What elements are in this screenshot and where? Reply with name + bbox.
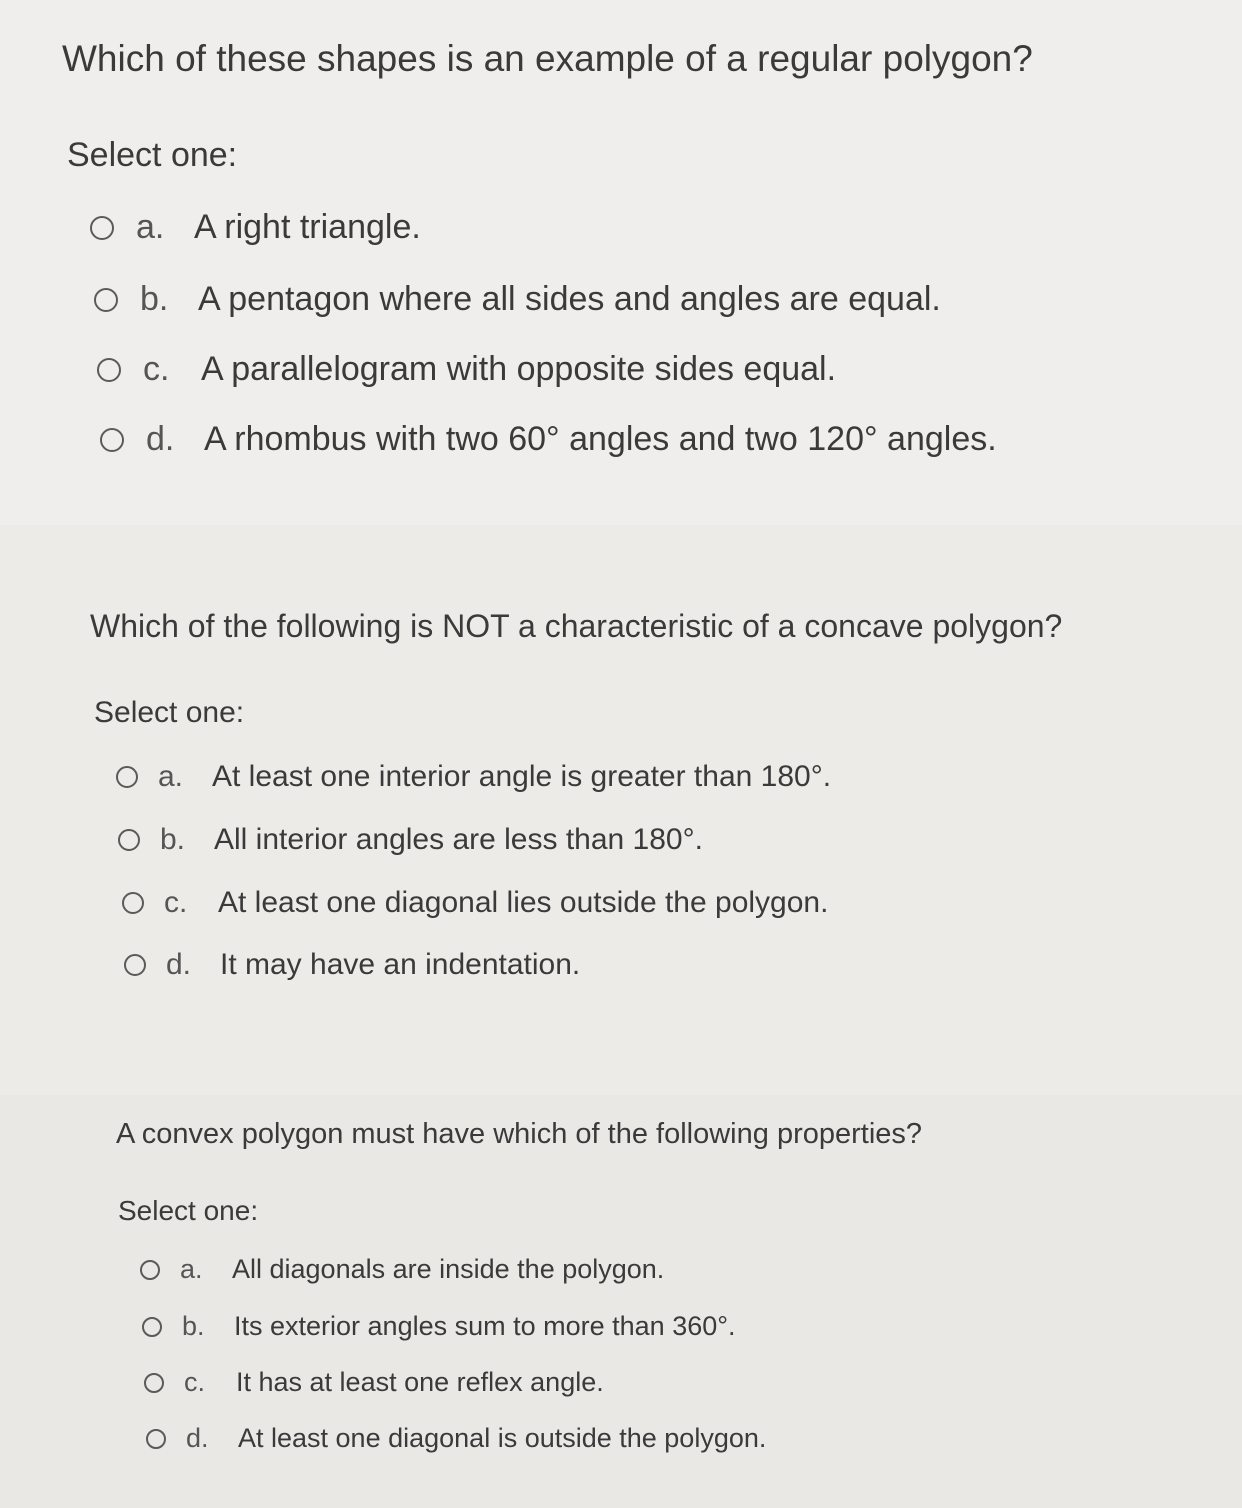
question-1-option-c[interactable] — [97, 350, 836, 389]
option-letter: c. — [164, 886, 188, 919]
option-text: It may have an indentation. — [220, 948, 581, 981]
question-3-prompt: A convex polygon must have which of the following properties? — [116, 1118, 923, 1150]
question-3-select-label: Select one: — [118, 1195, 259, 1226]
option-letter: b. — [182, 1311, 205, 1341]
option-letter: a. — [136, 208, 165, 246]
option-text: A parallelogram with opposite sides equal. — [201, 350, 837, 388]
question-3-option-b[interactable] — [142, 1311, 736, 1342]
radio-button[interactable] — [116, 766, 138, 788]
option-letter: c. — [184, 1367, 206, 1397]
option-text: All interior angles are less than 180°. — [214, 823, 703, 856]
radio-button[interactable] — [124, 954, 146, 976]
option-letter: d. — [166, 948, 192, 981]
radio-button[interactable] — [122, 892, 144, 914]
radio-button[interactable] — [97, 358, 121, 382]
option-letter: a. — [158, 760, 184, 793]
option-letter: b. — [160, 823, 186, 856]
option-text: Its exterior angles sum to more than 360°. — [234, 1311, 736, 1341]
question-2-option-d[interactable] — [124, 948, 580, 982]
question-3-option-d[interactable] — [146, 1423, 766, 1454]
question-2-option-b[interactable] — [118, 823, 703, 857]
radio-button[interactable] — [142, 1317, 162, 1337]
option-letter: d. — [146, 420, 175, 458]
question-1-select-label: Select one: — [67, 136, 238, 174]
option-letter: a. — [180, 1254, 203, 1284]
option-letter: c. — [143, 350, 170, 388]
option-text: At least one interior angle is greater than 180°. — [212, 760, 832, 793]
option-letter: b. — [140, 280, 169, 318]
question-3-option-c[interactable] — [144, 1367, 604, 1398]
option-text: At least one diagonal is outside the polygon. — [238, 1423, 767, 1453]
option-text: A pentagon where all sides and angles are equal. — [198, 280, 941, 318]
radio-button[interactable] — [118, 829, 140, 851]
question-1-prompt: Which of these shapes is an example of a regular polygon? — [62, 38, 1033, 79]
option-text: It has at least one reflex angle. — [236, 1367, 604, 1397]
question-2-select-label: Select one: — [94, 696, 245, 729]
option-text: A right triangle. — [194, 208, 421, 246]
question-3-option-a[interactable] — [140, 1254, 664, 1285]
option-text: At least one diagonal lies outside the polygon. — [218, 886, 829, 919]
question-2-option-a[interactable] — [116, 760, 831, 794]
option-text: A rhombus with two 60° angles and two 120° angles. — [204, 420, 997, 458]
question-1-option-a[interactable] — [90, 208, 421, 247]
radio-button[interactable] — [94, 288, 118, 312]
question-2-prompt: Which of the following is NOT a characteristic of a concave polygon? — [90, 608, 1063, 644]
radio-button[interactable] — [144, 1373, 164, 1393]
option-text: All diagonals are inside the polygon. — [232, 1254, 665, 1284]
option-letter: d. — [186, 1423, 209, 1453]
radio-button[interactable] — [140, 1260, 160, 1280]
question-1-option-b[interactable] — [94, 280, 941, 319]
question-2-option-c[interactable] — [122, 886, 828, 920]
question-1-option-d[interactable] — [100, 420, 997, 459]
radio-button[interactable] — [100, 428, 124, 452]
radio-button[interactable] — [146, 1429, 166, 1449]
radio-button[interactable] — [90, 216, 114, 240]
